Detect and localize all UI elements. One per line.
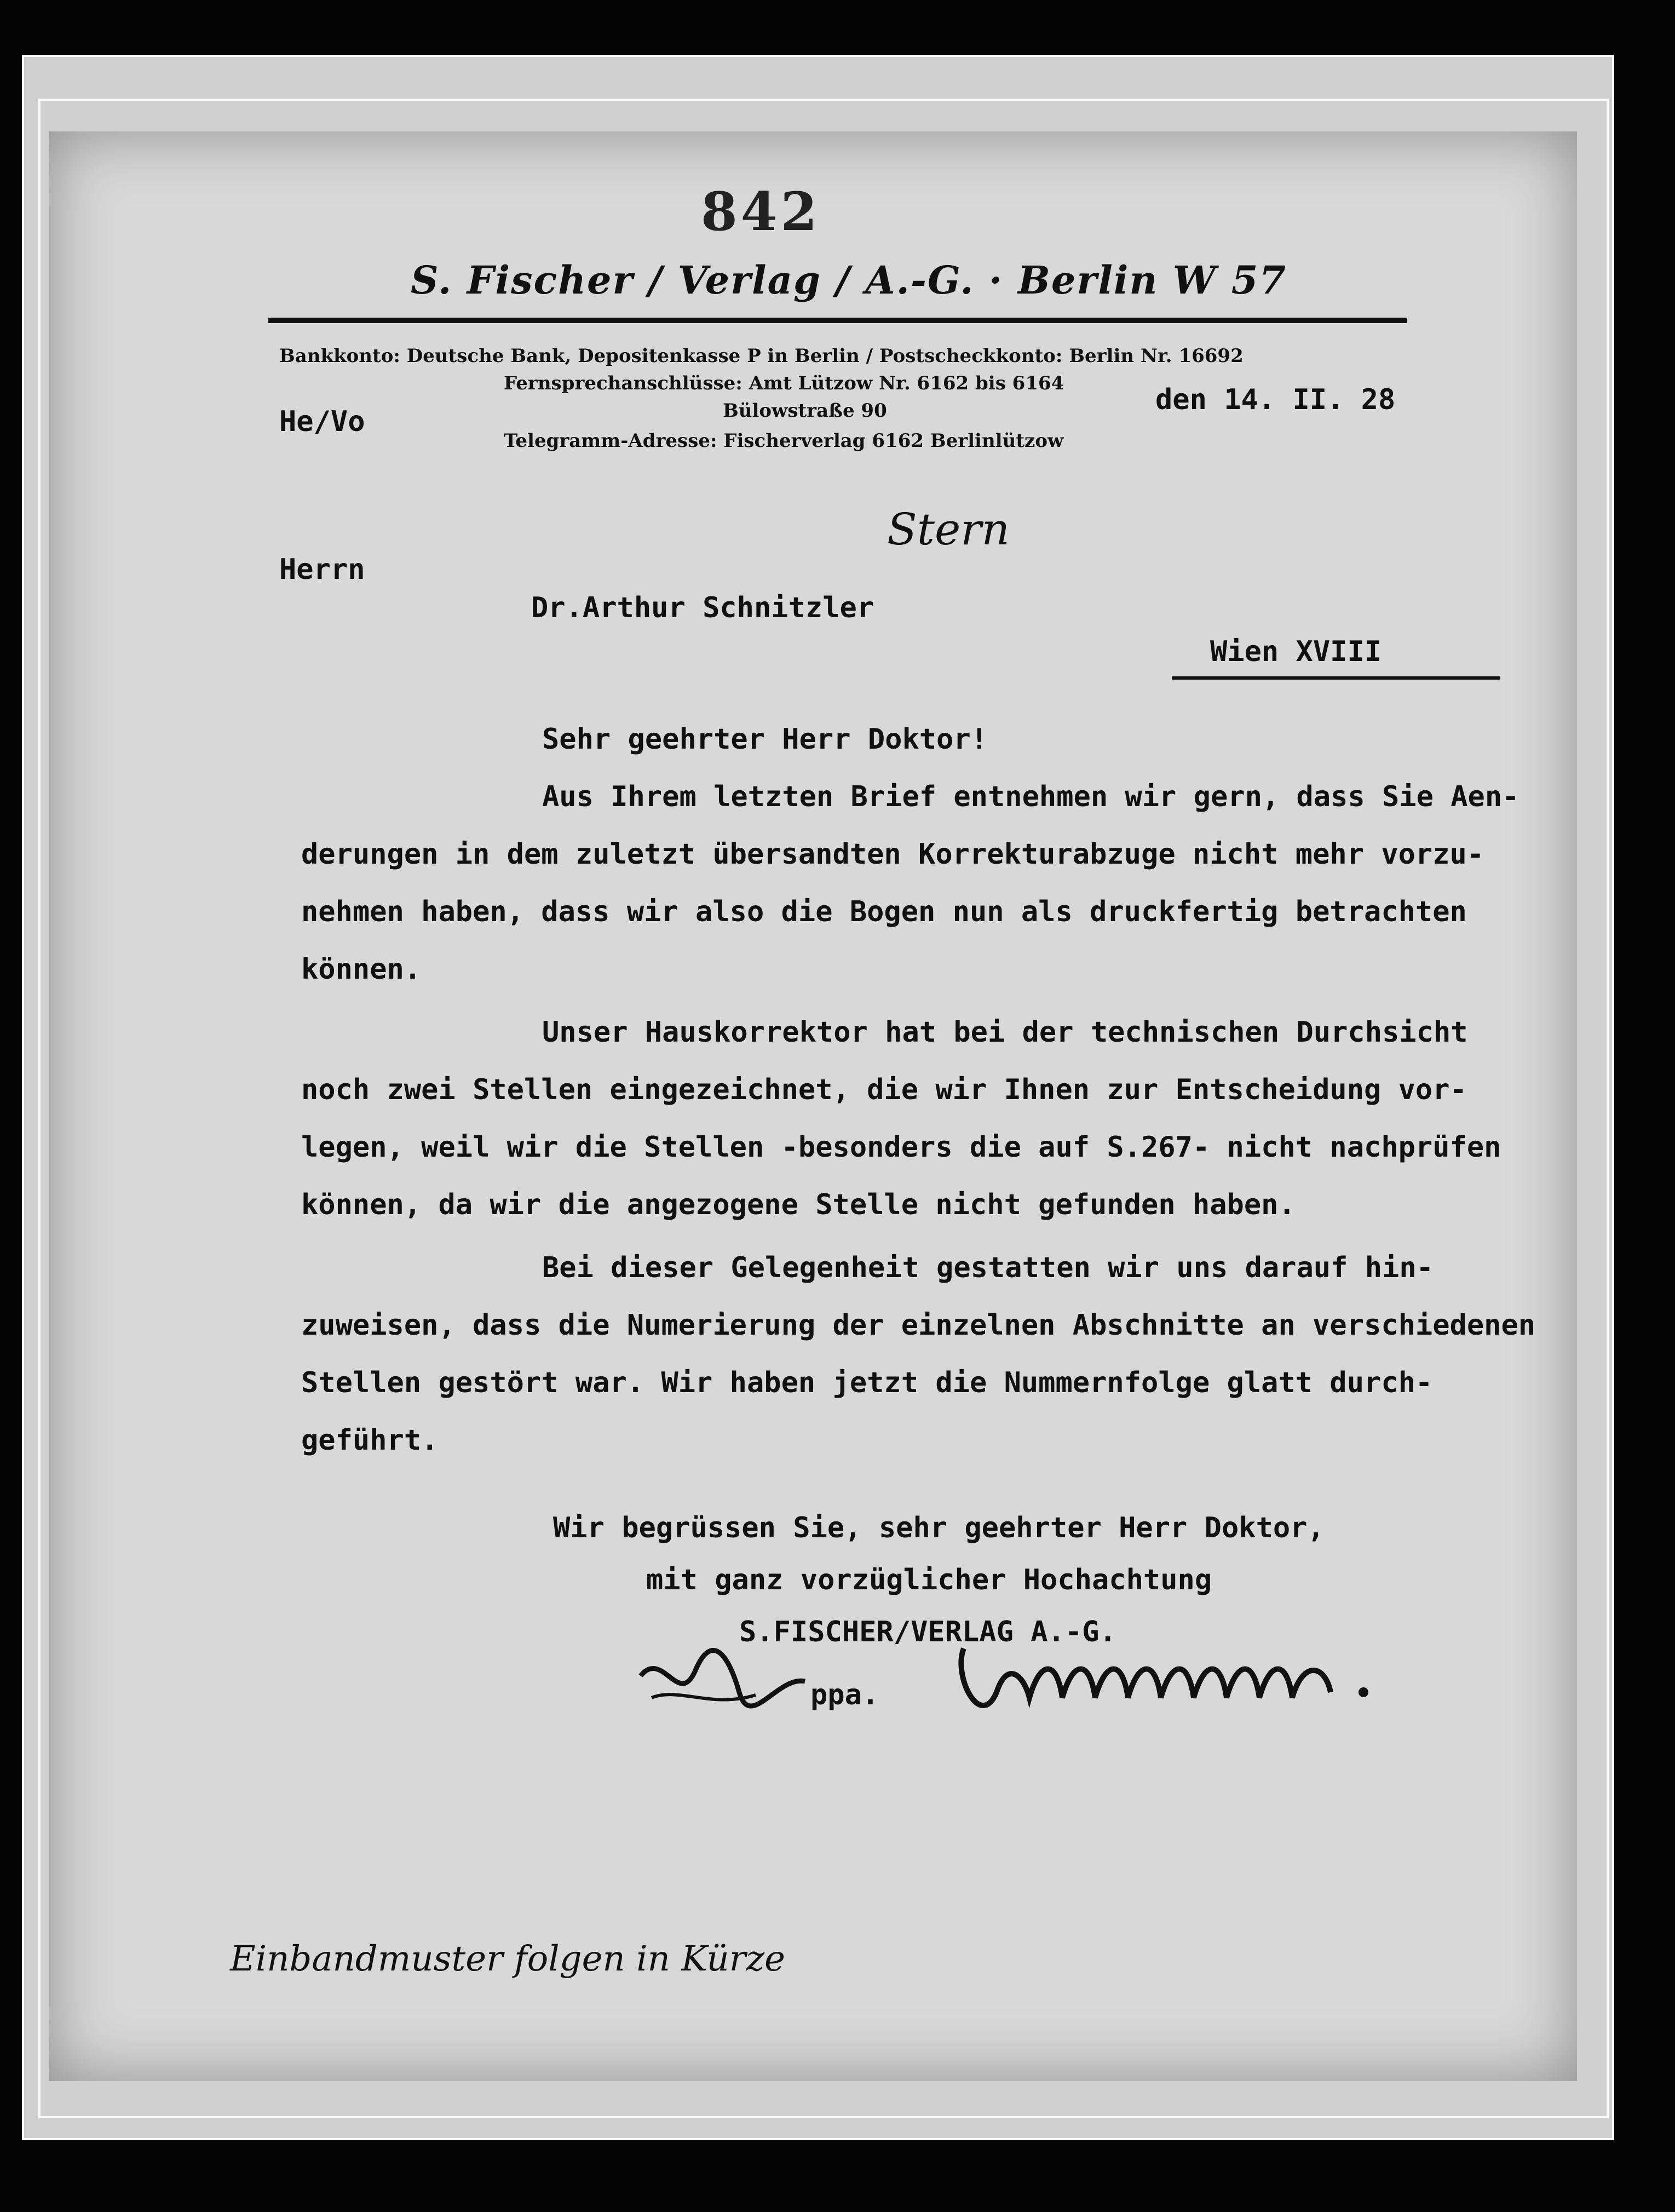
letterhead-telegram: Telegramm-Adresse: Fischerverlag 6162 Berlinlützow (504, 430, 1064, 452)
archive-number: 842 (701, 181, 821, 243)
body-line: derungen in dem zuletzt übersandten Korrekturabzuge nicht mehr vorzu- (301, 838, 1484, 871)
body-line: noch zwei Stellen eingezeichnet, die wir Ihnen zur Entscheidung vor- (301, 1073, 1467, 1106)
body-line: Stellen gestört war. Wir haben jetzt die Nummernfolge glatt durch- (301, 1366, 1433, 1399)
recipient-name: Dr.Arthur Schnitzler (531, 591, 874, 624)
body-line: können, da wir die angezogene Stelle nicht gefunden haben. (301, 1188, 1296, 1221)
closing-line: mit ganz vorzüglicher Hochachtung (646, 1564, 1212, 1596)
body-line: zuweisen, dass die Numerierung der einzelnen Abschnitte an verschiedenen (301, 1309, 1536, 1342)
body-line: Bei dieser Gelegenheit gestatten wir uns darauf hin- (542, 1251, 1434, 1284)
handwritten-note: Einbandmuster folgen in Kürze (230, 1939, 785, 1979)
letterhead-bank: Bankkonto: Deutsche Bank, Depositenkasse P in Berlin / Postscheckkonto: Berlin Nr. 16692 (279, 345, 1244, 367)
handwritten-annotation: Stern (887, 504, 1010, 555)
body-line: Unser Hauskorrektor hat bei der technischen Durchsicht (542, 1016, 1468, 1049)
letter-page (49, 131, 1577, 2081)
recipient-city: Wien XVIII (1210, 635, 1382, 668)
city-underline (1172, 676, 1500, 680)
greeting: Sehr geehrter Herr Doktor! (542, 723, 988, 756)
signature-right (947, 1627, 1396, 1736)
closing-firm: S.FISCHER/VERLAG A.-G. (739, 1616, 1116, 1648)
body-line: nehmen haben, dass wir also die Bogen nun als druckfertig betrachten (301, 895, 1467, 928)
ppa-label: ppa. (810, 1679, 879, 1711)
body-line: legen, weil wir die Stellen -besonders die auf S.267- nicht nachprüfen (301, 1131, 1501, 1164)
letterhead-street: Bülowstraße 90 (723, 400, 887, 422)
recipient-salutation: Herrn (279, 553, 365, 586)
letter-date: den 14. II. 28 (1155, 383, 1396, 416)
body-line: geführt. (301, 1424, 439, 1457)
letterhead-firm: S. Fischer / Verlag / A.-G. · Berlin W 57 (411, 257, 1287, 303)
signature-left (630, 1643, 810, 1720)
body-line: können. (301, 953, 422, 986)
closing-line: Wir begrüssen Sie, sehr geehrter Herr Doktor, (553, 1512, 1325, 1544)
letterhead-phone: Fernsprechanschlüsse: Amt Lützow Nr. 6162 bis 6164 (504, 372, 1064, 394)
body-line: Aus Ihrem letzten Brief entnehmen wir gern, dass Sie Aen- (542, 780, 1519, 813)
letterhead-rule (268, 318, 1407, 323)
reference-code: He/Vo (279, 405, 365, 438)
